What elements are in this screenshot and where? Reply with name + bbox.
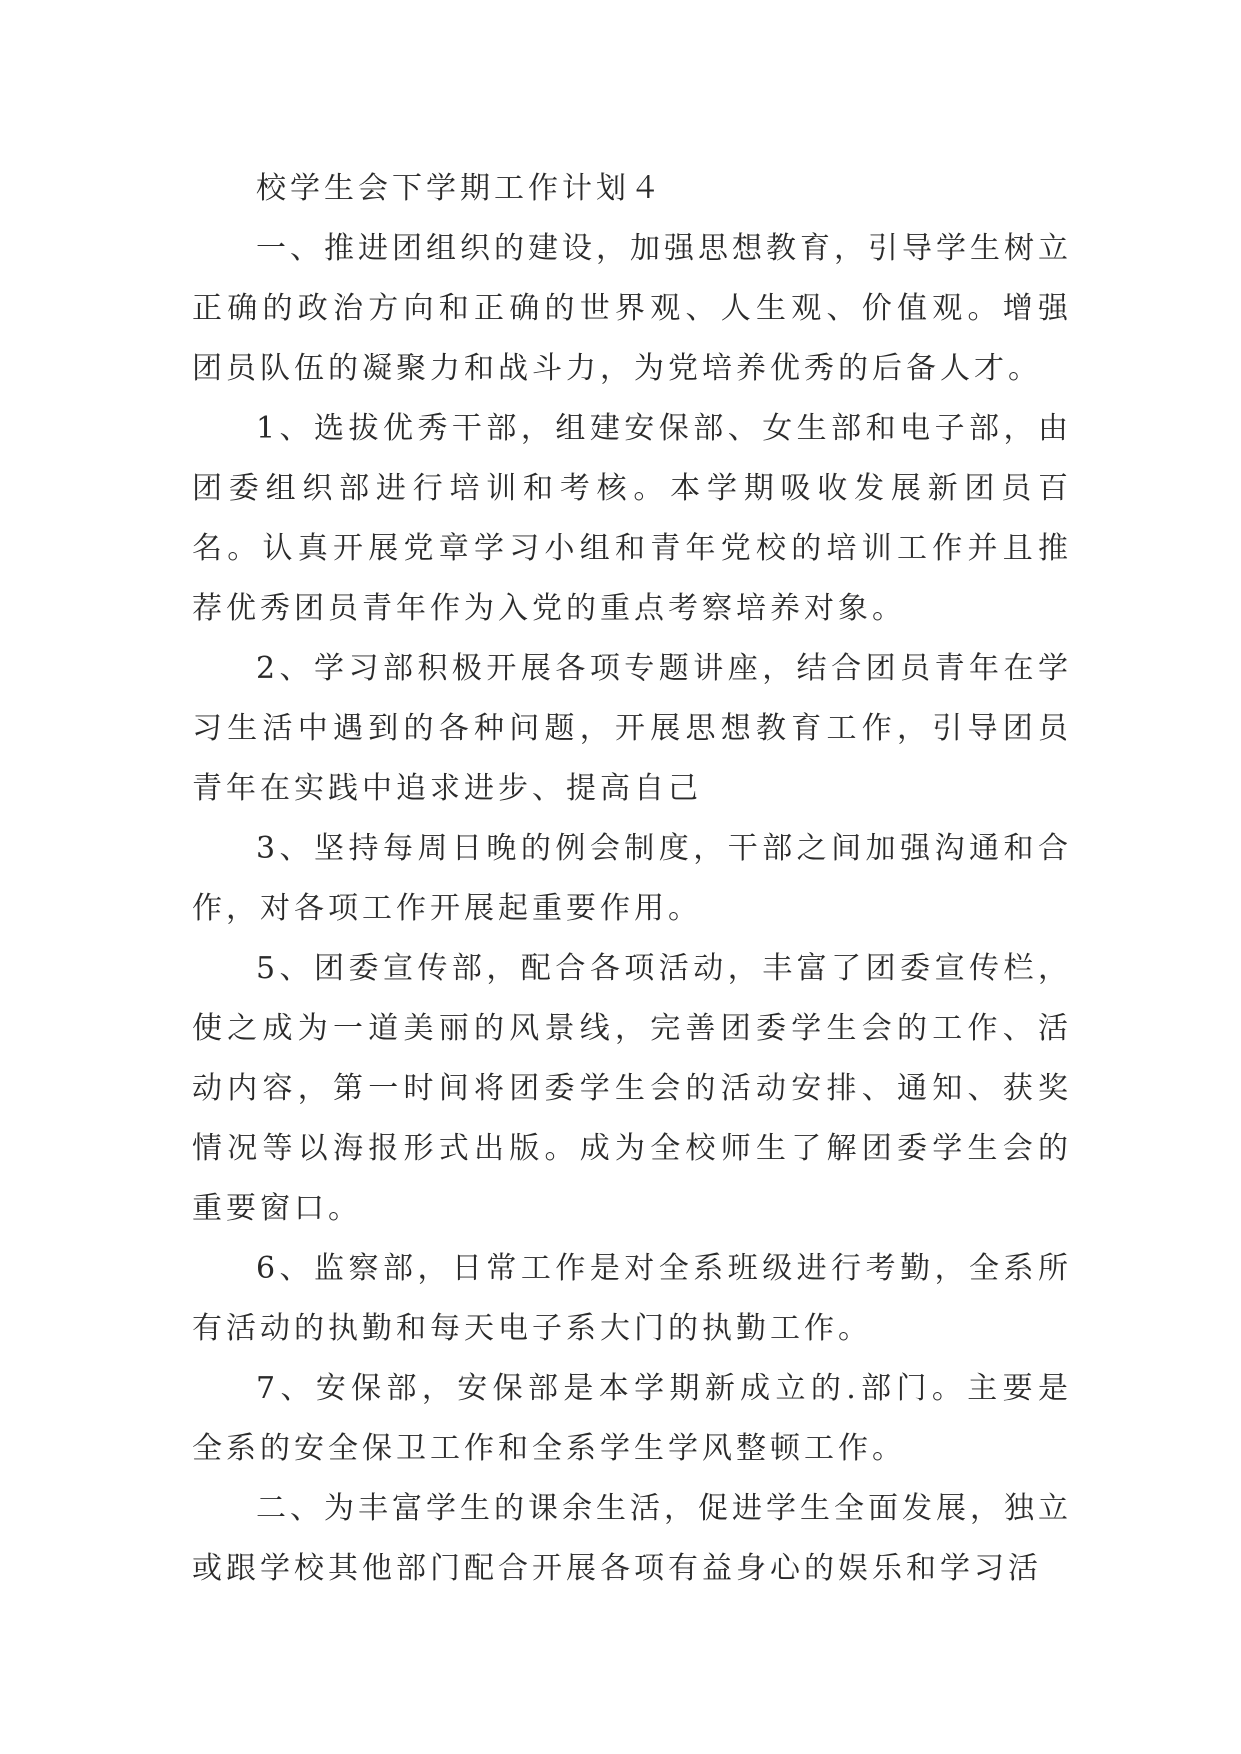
paragraph-8: 二、为丰富学生的课余生活，促进学生全面发展，独立或跟学校其他部门配合开展各项有益身心的娱乐和学习活 — [192, 1491, 1072, 1586]
paragraph-7: 7、安保部，安保部是本学期新成立的.部门。主要是全系的安全保卫工作和全系学生学风整顿工作。 — [192, 1371, 1072, 1466]
paragraph-4: 3、坚持每周日晚的例会制度，干部之间加强沟通和合作，对各项工作开展起重要作用。 — [192, 831, 1072, 926]
paragraph-3: 2、学习部积极开展各项专题讲座，结合团员青年在学习生活中遇到的各种问题，开展思想教育工作，引导团员青年在实践中追求进步、提高自己 — [192, 651, 1072, 806]
paragraph-6: 6、监察部，日常工作是对全系班级进行考勤，全系所有活动的执勤和每天电子系大门的执勤工作。 — [192, 1251, 1072, 1346]
paragraph-5: 5、团委宣传部，配合各项活动，丰富了团委宣传栏，使之成为一道美丽的风景线，完善团委学生会的工作、活动内容，第一时间将团委学生会的活动安排、通知、获奖情况等以海报形式出版。成为全校师生了解团委学生会的重要窗口。 — [192, 951, 1072, 1226]
document-body — [192, 159, 1072, 1599]
paragraph-2: 1、选拔优秀干部，组建安保部、女生部和电子部，由团委组织部进行培训和考核。本学期吸收发展新团员百名。认真开展党章学习小组和青年党校的培训工作并且推荐优秀团员青年作为入党的重点考察培养对象。 — [192, 411, 1072, 626]
paragraph-1: 一、推进团组织的建设，加强思想教育，引导学生树立正确的政治方向和正确的世界观、人生观、价值观。增强团员队伍的凝聚力和战斗力，为党培养优秀的后备人才。 — [192, 231, 1072, 386]
document-title: 校学生会下学期工作计划４ — [256, 171, 664, 206]
